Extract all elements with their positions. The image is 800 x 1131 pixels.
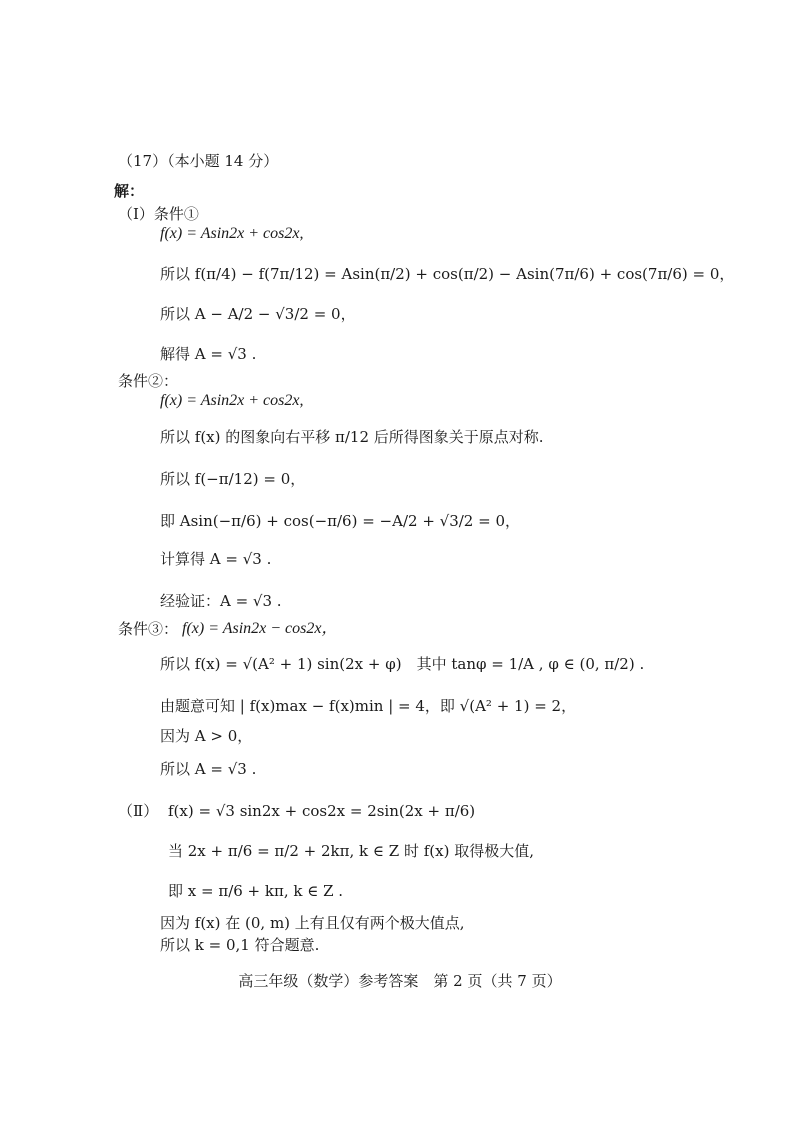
c1-line-2: 所以 f(π/4) − f(7π/12) = Asin(π/2) + cos(π/2) − Asin(7π/6) + cos(7π/6) = 0，	[160, 265, 735, 283]
part2-label: （Ⅱ）	[118, 802, 159, 820]
c1-line-1: f(x) = Asin2x + cos2x,	[160, 225, 304, 242]
problem-header: （17）（本小题 14 分）	[118, 152, 279, 170]
c2-line-5: 计算得 A = √3 .	[160, 550, 272, 568]
page-footer: 高三年级（数学）参考答案 第 2 页（共 7 页）	[238, 972, 562, 990]
c1-line-3: 所以 A − A/2 − √3/2 = 0，	[160, 305, 356, 323]
c2-line-6: 经验证：A = √3 .	[160, 592, 282, 610]
c2-label: 条件②：	[118, 372, 179, 390]
c3-line-1: f(x) = Asin2x − cos2x，	[182, 620, 338, 637]
c1-line-4: 解得 A = √3 .	[160, 345, 257, 363]
c3-line-3: 由题意可知 | f(x)max − f(x)min | = 4，即 √(A² + 1) = 2，	[160, 697, 577, 715]
solution-label: 解：	[114, 182, 145, 200]
c3-label: 条件③：	[118, 620, 179, 638]
c2-line-4: 即 Asin(−π/6) + cos(−π/6) = −A/2 + √3/2 = 0，	[160, 512, 521, 530]
c2-line-2: 所以 f(x) 的图象向右平移 π/12 后所得图象关于原点对称.	[160, 428, 544, 446]
part1-label: （Ⅰ）条件①	[118, 205, 199, 223]
part2-line-3: 即 x = π/6 + kπ, k ∈ Z .	[168, 882, 344, 900]
c3-line-5: 所以 A = √3 .	[160, 760, 257, 778]
part2-line-5: 所以 k = 0,1 符合题意.	[160, 936, 320, 954]
part2-line-1: f(x) = √3 sin2x + cos2x = 2sin(2x + π/6)	[168, 802, 476, 820]
part2-line-2: 当 2x + π/6 = π/2 + 2kπ, k ∈ Z 时 f(x) 取得极大值,	[168, 842, 534, 860]
part2-line-4: 因为 f(x) 在 (0, m) 上有且仅有两个极大值点,	[160, 914, 465, 932]
c3-line-4: 因为 A > 0，	[160, 727, 253, 745]
c2-line-1: f(x) = Asin2x + cos2x,	[160, 392, 304, 409]
c3-line-2: 所以 f(x) = √(A² + 1) sin(2x + φ) 其中 tanφ = 1/A , φ ∈ (0, π/2) .	[160, 655, 645, 673]
c2-line-3: 所以 f(−π/12) = 0，	[160, 470, 306, 488]
